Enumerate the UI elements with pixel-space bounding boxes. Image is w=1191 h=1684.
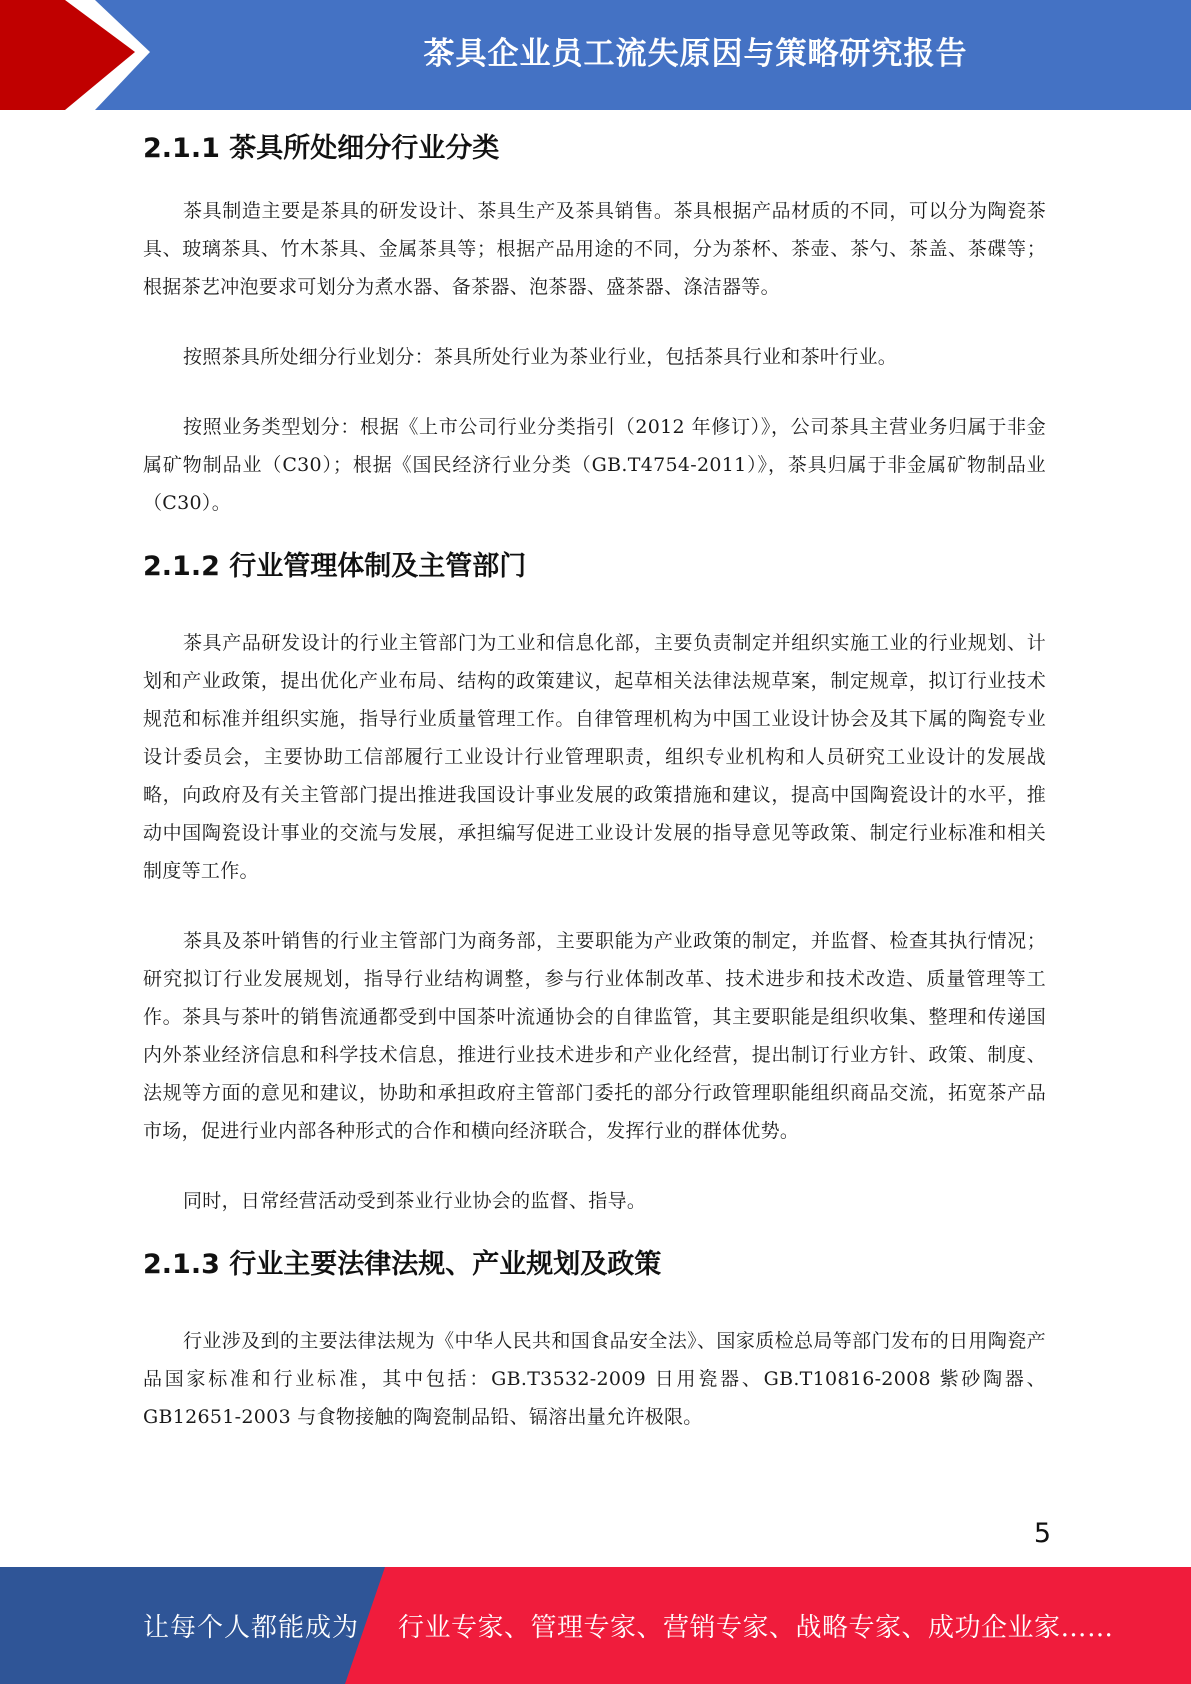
page-number: 5 — [1033, 1518, 1051, 1549]
section-2-1-3 — [143, 1234, 1046, 1436]
section-heading: 2.1.1 茶具所处细分行业分类 — [143, 133, 500, 164]
header-arrow-decoration — [0, 0, 200, 110]
paragraph: 同时，日常经营活动受到茶业行业协会的监督、指导。 — [183, 1190, 647, 1212]
footer-slogan-right: 行业专家、管理专家、营销专家、战略专家、成功企业家…… — [398, 1613, 1114, 1643]
report-title: 茶具企业员工流失原因与策略研究报告 — [423, 35, 968, 72]
page-footer — [0, 1567, 1191, 1684]
page-content — [143, 118, 1046, 1436]
page-header — [0, 0, 1191, 110]
paragraph: 按照业务类型划分：根据《上市公司行业分类指引（2012 年修订）》，公司茶具主营业务归属于非金属矿物制品业（C30）；根据《国民经济行业分类（GB.T4754-2011）》，茶具归属于非金属矿物制品业（C30）。 — [143, 416, 1046, 514]
paragraph: 茶具及茶叶销售的行业主管部门为商务部，主要职能为产业政策的制定，并监督、检查其执行情况；研究拟订行业发展规划，指导行业结构调整，参与行业体制改革、技术进步和技术改造、质量管理等工作。茶具与茶叶的销售流通都受到中国茶叶流通协会的自律监管，其主要职能是组织收集、整理和传递国内外茶业经济信息和科学技术信息，推进行业技术进步和产业化经营，提出制订行业方针、政策、制度、法规等方面的意见和建议，协助和承担政府主管部门委托的部分行政管理职能组织商品交流，拓宽茶产品市场，促进行业内部各种形式的合作和横向经济联合，发挥行业的群体优势。 — [143, 930, 1046, 1142]
section-2-1-1 — [143, 118, 1046, 522]
paragraph: 茶具制造主要是茶具的研发设计、茶具生产及茶具销售。茶具根据产品材质的不同，可以分为陶瓷茶具、玻璃茶具、竹木茶具、金属茶具等；根据产品用途的不同，分为茶杯、茶壶、茶勺、茶盖、茶碟等；根据茶艺冲泡要求可划分为煮水器、备茶器、泡茶器、盛茶器、涤洁器等。 — [143, 200, 1046, 298]
footer-slogan-left: 让每个人都能成为 — [143, 1613, 360, 1643]
paragraph: 按照茶具所处细分行业划分：茶具所处行业为茶业行业，包括茶具行业和茶叶行业。 — [183, 346, 898, 368]
paragraph: 茶具产品研发设计的行业主管部门为工业和信息化部，主要负责制定并组织实施工业的行业规划、计划和产业政策，提出优化产业布局、结构的政策建议，起草相关法律法规草案，制定规章，拟订行业技术规范和标准并组织实施，指导行业质量管理工作。自律管理机构为中国工业设计协会及其下属的陶瓷专业设计委员会，主要协助工信部履行工业设计行业管理职责，组织专业机构和人员研究工业设计的发展战略，向政府及有关主管部门提出推进我国设计事业发展的政策措施和建议，提高中国陶瓷设计的水平，推动中国陶瓷设计事业的交流与发展，承担编写促进工业设计发展的指导意见等政策、制定行业标准和相关制度等工作。 — [143, 632, 1046, 882]
paragraph: 行业涉及到的主要法律法规为《中华人民共和国食品安全法》、国家质检总局等部门发布的日用陶瓷产品国家标准和行业标准，其中包括：GB.T3532-2009 日用瓷器、GB.T10816-2008 紫砂陶器、GB12651-2003 与食物接触的陶瓷制品铅、镉溶出量允许极限。 — [143, 1330, 1046, 1428]
section-heading: 2.1.2 行业管理体制及主管部门 — [143, 551, 527, 582]
section-heading: 2.1.3 行业主要法律法规、产业规划及政策 — [143, 1249, 662, 1280]
section-2-1-2 — [143, 536, 1046, 1220]
